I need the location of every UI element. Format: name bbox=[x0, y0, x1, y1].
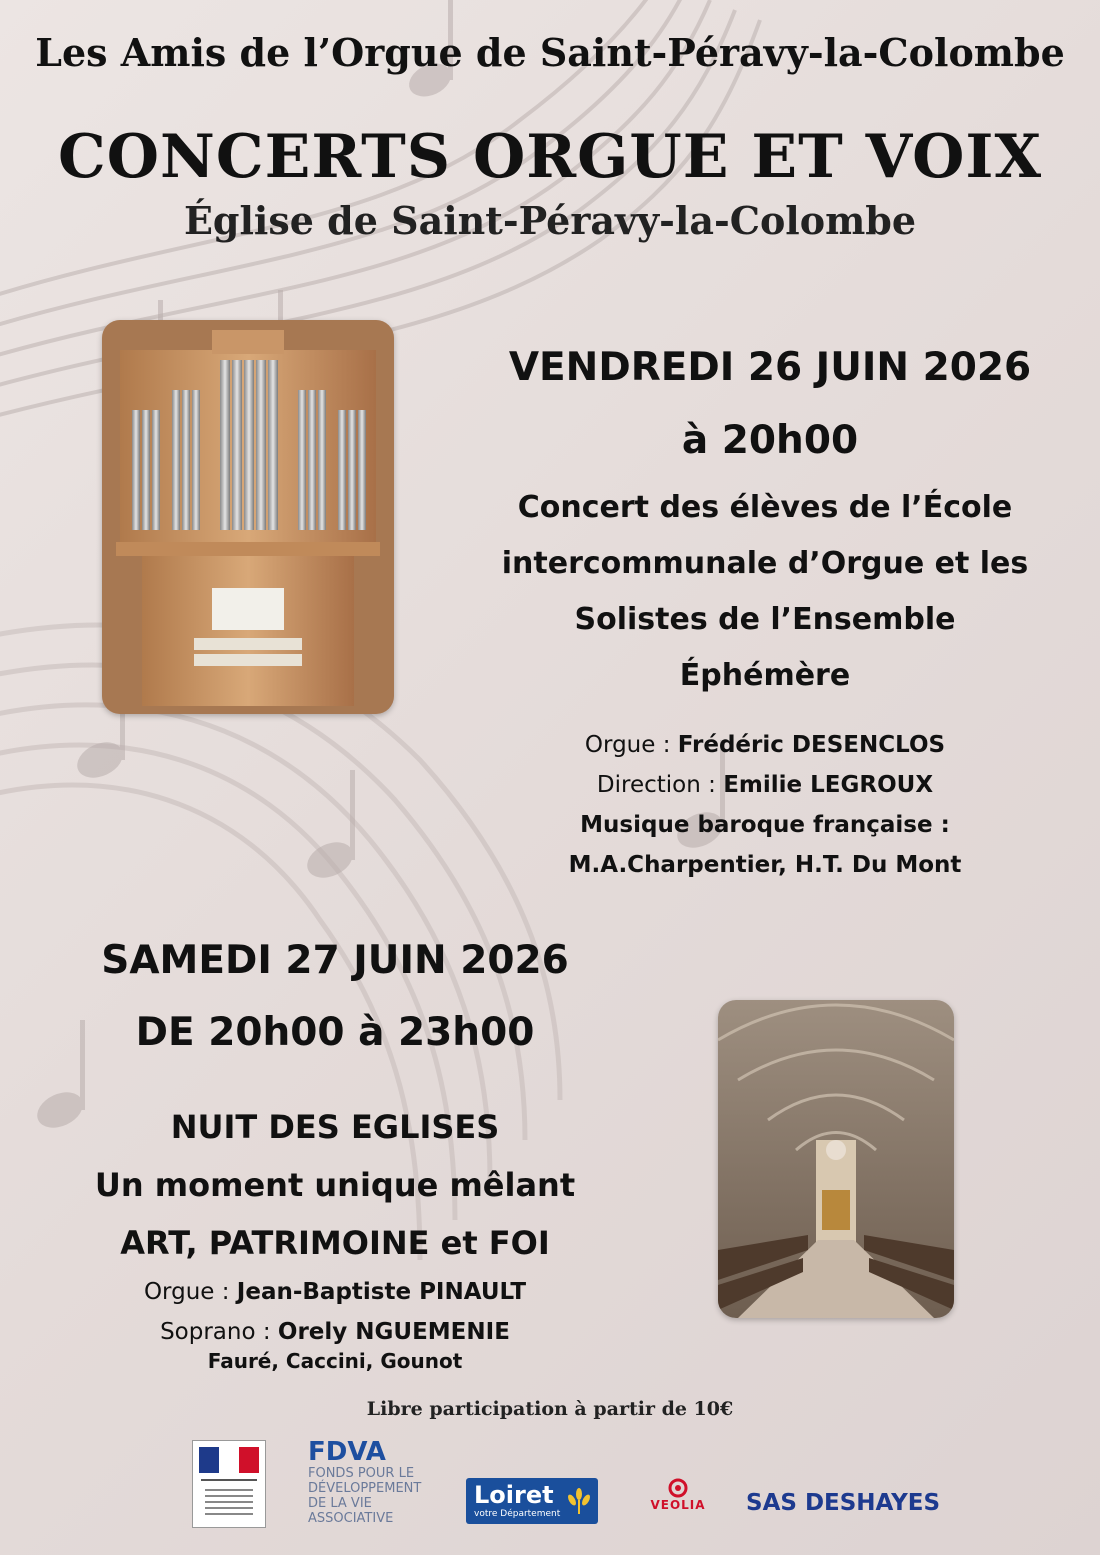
concert2-soprano-credit bbox=[40, 1312, 630, 1352]
concert2-date: SAMEDI 27 JUIN 2026 bbox=[101, 938, 569, 983]
concert2-organ-name: Jean-Baptiste PINAULT bbox=[236, 1279, 527, 1305]
participation-fee: Libre participation à partir de 10€ bbox=[366, 1398, 734, 1420]
concert1-organ-label: Orgue : bbox=[584, 732, 678, 758]
veolia-name: VEOLIA bbox=[650, 1498, 706, 1512]
concert1-direction-label: Direction : bbox=[596, 772, 724, 798]
concert2-soprano-name: Orely NGUEMENIE bbox=[277, 1319, 510, 1345]
fdva-line: DE LA VIE bbox=[308, 1496, 372, 1511]
ministry-logo bbox=[192, 1440, 266, 1528]
concert1-time: à 20h00 bbox=[681, 418, 859, 463]
loiret-logo bbox=[466, 1478, 598, 1524]
loiret-wheat-icon bbox=[566, 1486, 592, 1516]
concert1-direction-credit bbox=[480, 765, 1050, 805]
concert1-description-line: intercommunale d’Orgue et les bbox=[501, 546, 1029, 581]
sas-deshayes-logo: SAS DESHAYES bbox=[746, 1490, 941, 1516]
veolia-logo bbox=[636, 1478, 720, 1518]
church-interior-photo bbox=[718, 1000, 954, 1318]
concert1-date: VENDREDI 26 JUIN 2026 bbox=[508, 345, 1032, 390]
concert1-description-line: Solistes de l’Ensemble bbox=[574, 602, 956, 637]
loiret-subtitle: votre Département bbox=[474, 1509, 561, 1519]
concert1-organ-name: Frédéric DESENCLOS bbox=[677, 732, 946, 758]
organization-name: Les Amis de l’Orgue de Saint-Péravy-la-Colombe bbox=[35, 30, 1065, 75]
concert2-organ-label: Orgue : bbox=[143, 1279, 237, 1305]
concert2-time: DE 20h00 à 23h00 bbox=[135, 1010, 535, 1055]
concert2-title-line: Un moment unique mêlant bbox=[94, 1166, 576, 1204]
loiret-name: Loiret bbox=[474, 1481, 554, 1509]
concert1-credits bbox=[480, 725, 1050, 885]
concert2-title-line: NUIT DES EGLISES bbox=[170, 1108, 500, 1146]
concert1-description bbox=[480, 480, 1050, 704]
concert1-description-line: Éphémère bbox=[679, 658, 851, 693]
concert1-direction-name: Emilie LEGROUX bbox=[723, 772, 934, 798]
concert2-soprano-label: Soprano : bbox=[160, 1319, 278, 1345]
fdva-line: DÉVELOPPEMENT bbox=[308, 1481, 422, 1496]
concert2-organ-credit bbox=[40, 1272, 630, 1312]
fdva-line: FONDS POUR LE bbox=[308, 1466, 415, 1481]
veolia-emblem-icon bbox=[666, 1478, 690, 1498]
concert1-description-line: Concert des élèves de l’École bbox=[517, 490, 1013, 525]
concert1-music-style: Musique baroque française : bbox=[580, 812, 950, 838]
page-title: CONCERTS ORGUE ET VOIX bbox=[58, 122, 1042, 192]
fdva-line: ASSOCIATIVE bbox=[308, 1511, 394, 1526]
concert1-composers: M.A.Charpentier, H.T. Du Mont bbox=[568, 852, 962, 878]
concert2-composers: Fauré, Caccini, Gounot bbox=[207, 1349, 463, 1373]
fdva-logo bbox=[308, 1438, 448, 1530]
concert2-title-line: ART, PATRIMOINE et FOI bbox=[120, 1224, 550, 1262]
concert2-title bbox=[40, 1098, 630, 1272]
concert2-credits bbox=[40, 1272, 630, 1352]
concert1-organ-credit bbox=[480, 725, 1050, 765]
organ-photo bbox=[102, 320, 394, 714]
venue-name: Église de Saint-Péravy-la-Colombe bbox=[183, 198, 917, 243]
fdva-title: FDVA bbox=[308, 1437, 386, 1467]
